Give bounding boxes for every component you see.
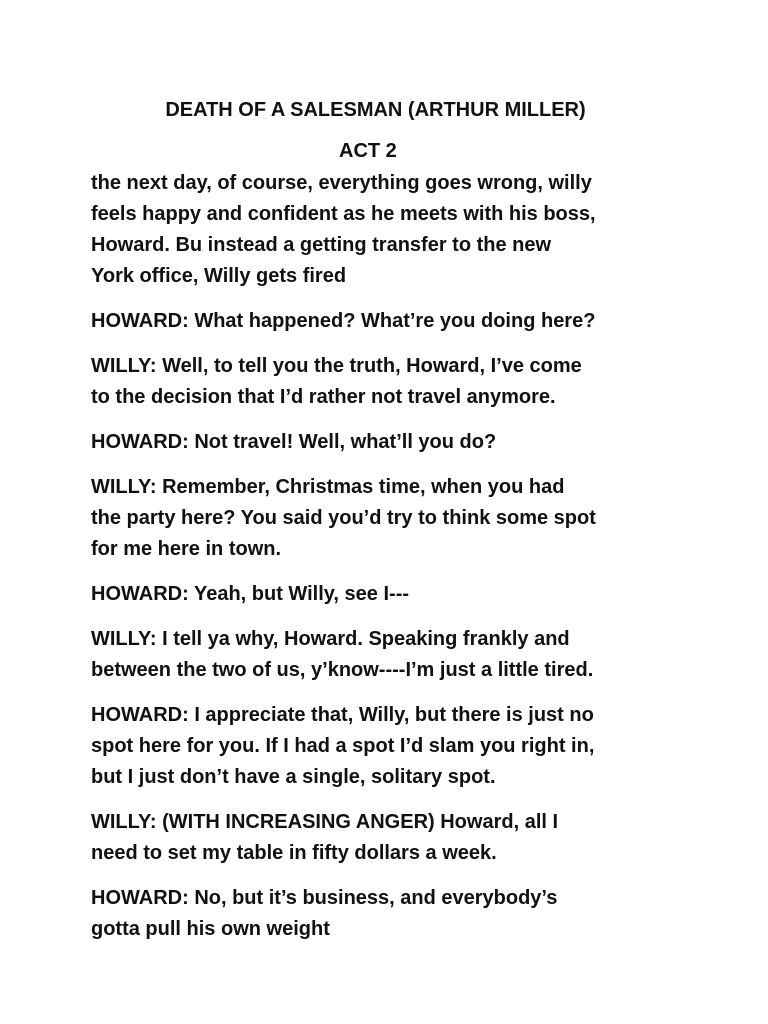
text-line: WILLY: Remember, Christmas time, when you had [91,476,565,498]
text-line: HOWARD: I appreciate that, Willy, but there is just no [91,704,594,726]
dialogue-paragraph [91,427,691,458]
text-line: York office, Willy gets fired [91,265,347,287]
text-line: for me here in town. [91,538,282,560]
dialogue-paragraph [91,624,691,686]
text-line: between the two of us, y’know----I’m just a little tired. [91,659,594,681]
text-line: Howard. Bu instead a getting transfer to the new [91,234,552,256]
text-line: the party here? You said you’d try to think some spot [91,507,596,529]
dialogue-paragraph [91,700,691,793]
text-line: HOWARD: No, but it’s business, and everybody’s [91,887,558,909]
dialogue-paragraph [91,306,691,337]
text-line: to the decision that I’d rather not travel anymore. [91,386,556,408]
document-body [91,168,691,959]
text-line: HOWARD: What happened? What’re you doing here? [91,310,596,332]
dialogue-paragraph [91,579,691,610]
dialogue-paragraph [91,883,691,945]
dialogue-paragraph [91,807,691,869]
document-title: DEATH OF A SALESMAN (ARTHUR MILLER) [165,99,586,121]
text-line: gotta pull his own weight [91,918,330,940]
text-line: HOWARD: Yeah, but Willy, see I--- [91,583,410,605]
text-line: WILLY: I tell ya why, Howard. Speaking frankly and [91,628,570,650]
text-line: feels happy and confident as he meets with his boss, [91,203,596,225]
text-line: the next day, of course, everything goes wrong, willy [91,172,592,194]
act-heading: ACT 2 [339,140,397,162]
text-line: WILLY: Well, to tell you the truth, Howard, I’ve come [91,355,582,377]
text-line: need to set my table in fifty dollars a week. [91,842,497,864]
text-line: but I just don’t have a single, solitary spot. [91,766,496,788]
text-line: WILLY: (WITH INCREASING ANGER) Howard, all I [91,811,559,833]
dialogue-paragraph [91,351,691,413]
text-line: spot here for you. If I had a spot I’d slam you right in, [91,735,595,757]
text-line: HOWARD: Not travel! Well, what’ll you do? [91,431,497,453]
narration-paragraph [91,168,691,292]
dialogue-paragraph [91,472,691,565]
